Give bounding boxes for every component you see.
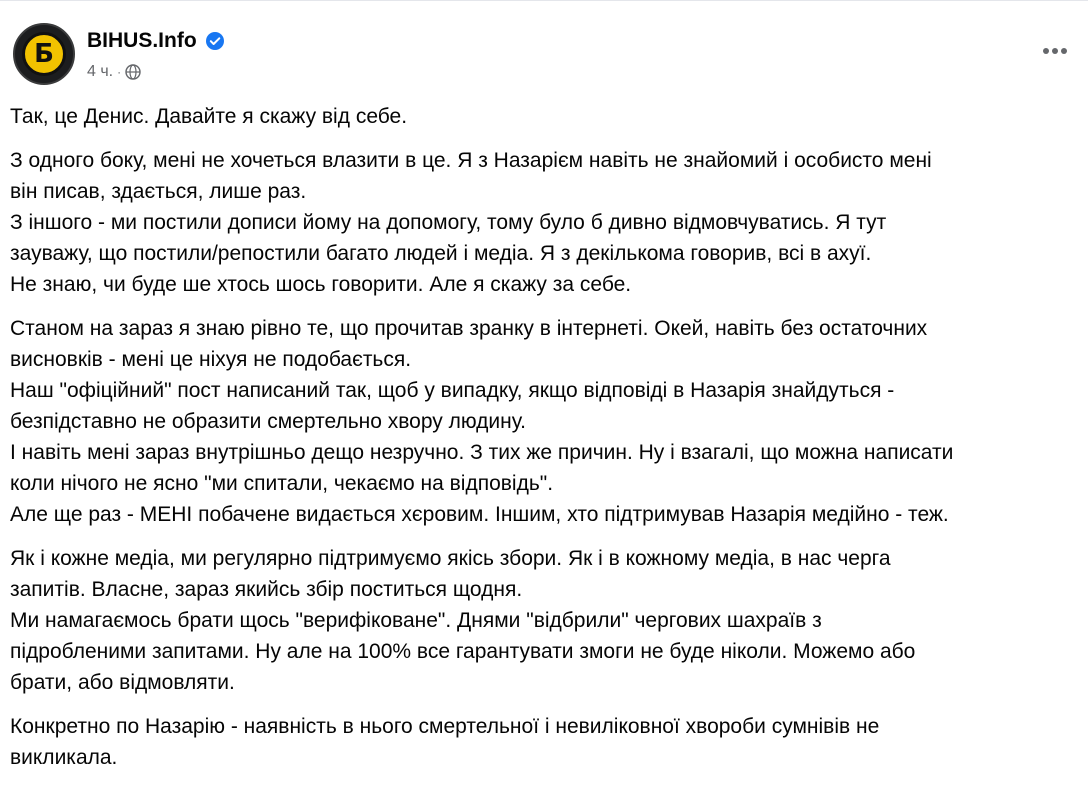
- meta-separator: ·: [117, 65, 122, 79]
- post-paragraph: Як і кожне медіа, ми регулярно підтримуємо якісь збори. Як і в кожному медіа, в нас черга запитів. Власне, зараз якийсь збір поститься щодня. Ми намагаємось брати щось "верифіковане". Днями "відбрили" чергових шахраїв з підробленими запитами. Ну але на 100% все гарантувати змоги не буде ніколи. Можемо або брати, або відмовляти.: [10, 547, 916, 694]
- post-header: [13, 21, 1073, 89]
- post-paragraph: З одного боку, мені не хочеться влазити в це. Я з Назарієм навіть не знайомий і особисто мені він писав, здається, лише раз. З іншого - ми постили дописи йому на допомогу, тому було б дивно відмовчуватись. Я тут зауважу, що постили/репостили багато людей і медіа. Я з декількома говорив, всі в ахуї. Не знаю, чи буде ше хтось шось говорити. Але я скажу за себе.: [10, 149, 932, 296]
- more-options-icon: [1043, 48, 1049, 54]
- post-paragraph: Станом на зараз я знаю рівно те, що прочитав зранку в інтернеті. Окей, навіть без остаточних висновків - мені це ніхуя не подобається. Наш "офіційний" пост написаний так, щоб у випадку, якщо відповіді в Назарія знайдуться - безпідставно не образити смертельно хвору людину. І навіть мені зараз внутрішньо дещо незручно. З тих же причин. Ну і взагалі, що можна написати коли нічого не ясно "ми спитали, чекаємо на відповідь". Але ще раз - МЕНІ побачене видається хєровим. Іншим, хто підтримував Назарія медійно - теж.: [10, 317, 954, 526]
- post-meta: [87, 61, 141, 83]
- more-options-button[interactable]: [1037, 33, 1073, 69]
- avatar-letter: Б: [34, 39, 54, 69]
- verified-badge-icon: [205, 31, 225, 51]
- author-line: [87, 27, 225, 55]
- post-paragraph: Конкретно по Назарію - наявність в нього смертельної і невиліковної хвороби сумнівів не викликала.: [10, 715, 880, 769]
- page-name-link[interactable]: BIHUS.Info: [87, 29, 197, 52]
- globe-icon[interactable]: [125, 64, 141, 80]
- post-timestamp-link[interactable]: 4 ч.: [87, 63, 114, 80]
- page-avatar[interactable]: [13, 23, 75, 85]
- post-paragraph: Так, це Денис. Давайте я скажу від себе.: [10, 105, 408, 128]
- post-text: [10, 101, 1082, 786]
- avatar-logo: [22, 32, 66, 76]
